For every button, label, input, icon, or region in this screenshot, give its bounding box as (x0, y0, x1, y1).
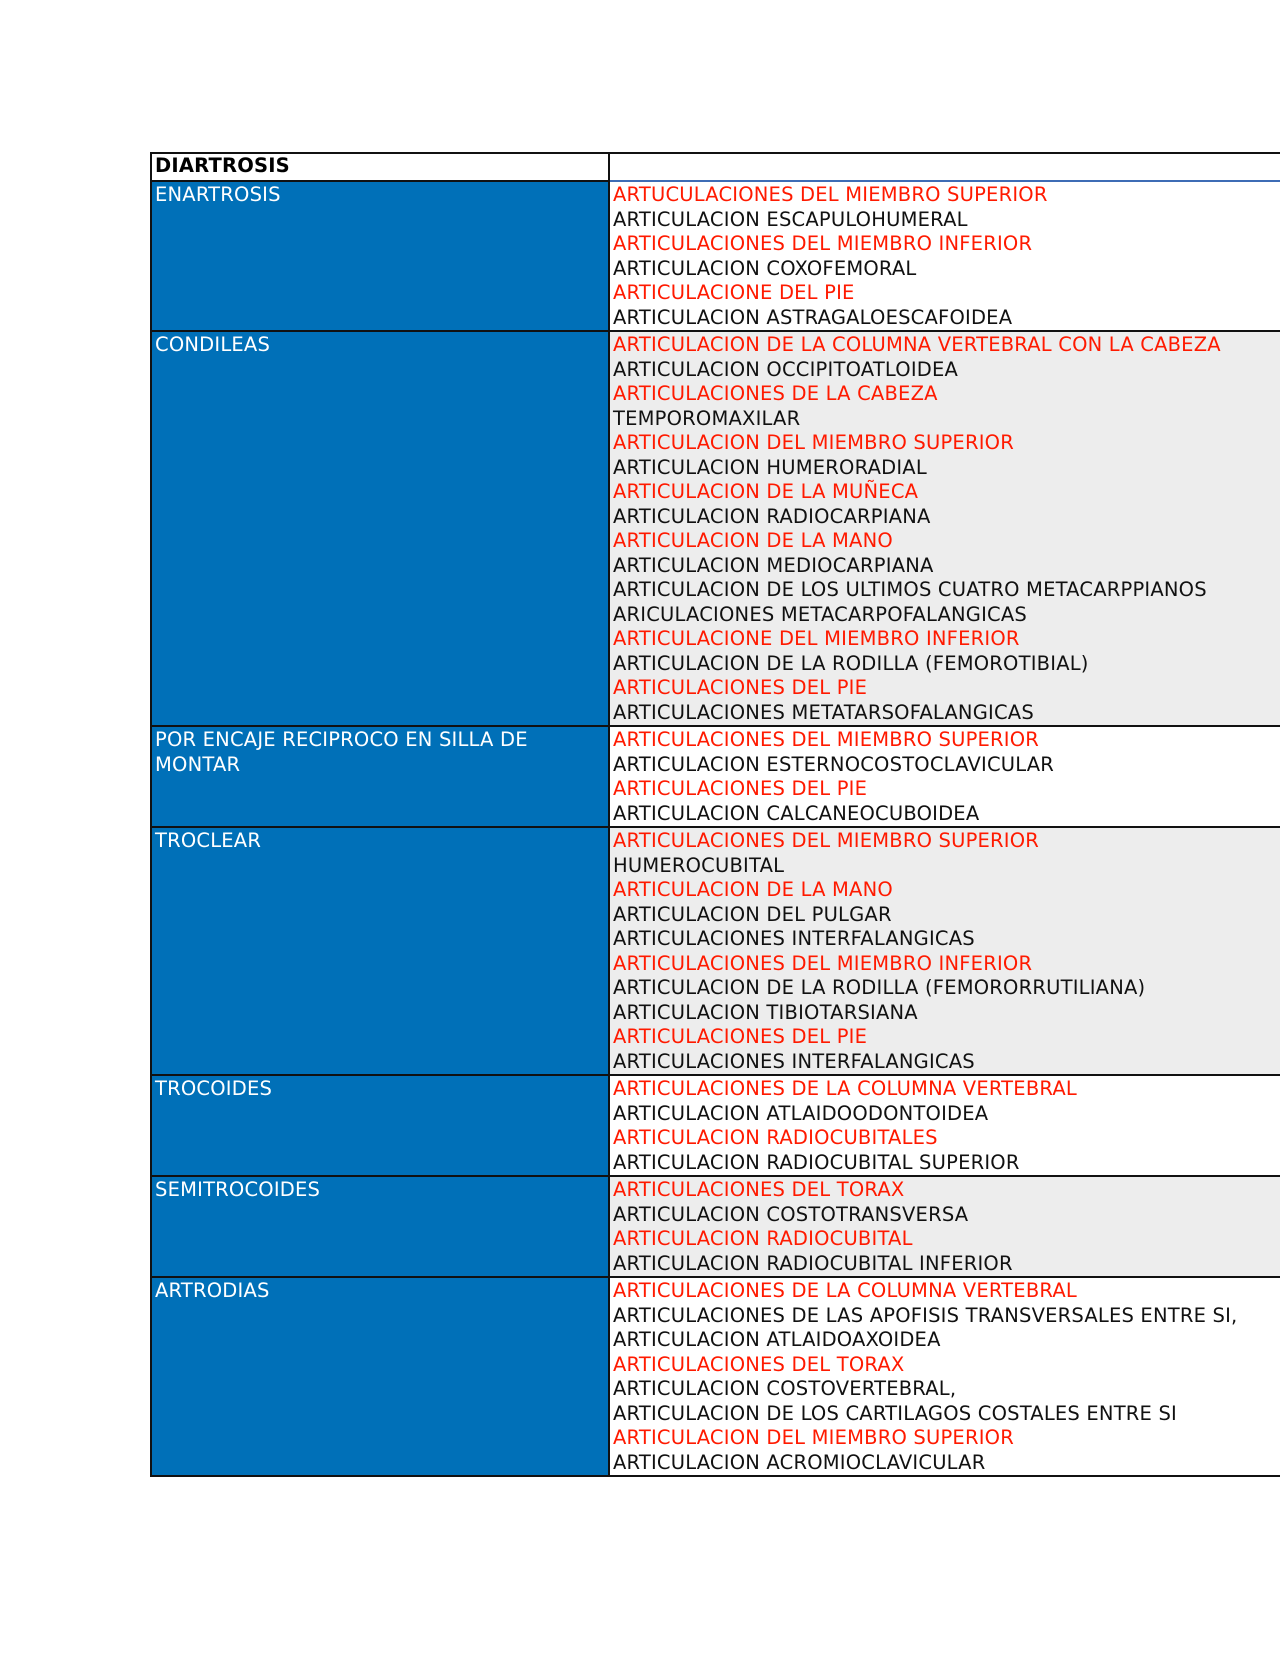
region-heading: ARTICULACION DE LA MANO (613, 529, 893, 552)
table-row (151, 181, 1280, 331)
table-row (151, 726, 1280, 827)
region-heading: ARTICULACIONES DE LA COLUMNA VERTEBRAL (613, 1077, 1077, 1100)
region-heading: ARTICULACIONES DEL MIEMBRO INFERIOR (613, 232, 1033, 255)
header-cell: DIARTROSIS (151, 153, 609, 181)
joint-name: HUMEROCUBITAL (613, 853, 785, 877)
table-row (151, 1277, 1280, 1476)
joint-name: ARTICULACIONES INTERFALANGICAS (613, 1049, 975, 1073)
joints-cell (609, 181, 1280, 331)
region-heading: ARTICULACIONES DEL MIEMBRO SUPERIOR (613, 728, 1040, 751)
joint-name: ARICULACIONES METACARPOFALANGICAS (613, 602, 1027, 626)
region-heading: ARTICULACION DE LA MANO (613, 878, 893, 901)
joint-name: ARTICULACION ESTERNOCOSTOCLAVICULAR (613, 752, 1055, 776)
region-heading: ARTICULACIONE DEL MIEMBRO INFERIOR (613, 627, 1020, 650)
joint-name: ARTICULACION DE LOS CARTILAGOS COSTALES ENTRE SI (613, 1401, 1178, 1425)
category-cell: TROCOIDES (151, 1075, 609, 1176)
table-row (151, 1176, 1280, 1277)
header-cell-empty (609, 153, 1280, 181)
joint-name: ARTICULACION COSTOTRANSVERSA (613, 1202, 969, 1226)
region-heading: ARTICULACIONES DEL TORAX (613, 1178, 905, 1201)
header-row (151, 153, 1280, 181)
joint-name: ARTICULACION RADIOCUBITAL SUPERIOR (613, 1150, 1020, 1174)
joint-name: ARTICULACION DE LA RODILLA (FEMOROTIBIAL) (613, 651, 1089, 675)
category-cell: TROCLEAR (151, 827, 609, 1075)
region-heading: ARTICULACIONES DEL MIEMBRO SUPERIOR (613, 829, 1040, 852)
joint-name: ARTICULACION RADIOCUBITAL INFERIOR (613, 1251, 1013, 1275)
category-cell: ENARTROSIS (151, 181, 609, 331)
region-heading: ARTICULACIONES DE LA CABEZA (613, 382, 938, 405)
region-heading: ARTICULACIONES DEL PIE (613, 676, 868, 699)
joint-name: ARTICULACIONES METATARSOFALANGICAS (613, 700, 1034, 724)
joint-name: ARTICULACION MEDIOCARPIANA (613, 553, 934, 577)
region-heading: ARTICULACIONES DEL PIE (613, 777, 868, 800)
region-heading: ARTICULACIONES DEL PIE (613, 1025, 868, 1048)
joint-name: ARTICULACION DE LOS ULTIMOS CUATRO METACARPPIANOS (613, 578, 1207, 601)
category-cell: CONDILEAS (151, 331, 609, 726)
table-row (151, 331, 1280, 726)
joints-cell (609, 726, 1280, 827)
joint-name: ARTICULACION COXOFEMORAL (613, 256, 917, 280)
joint-name: TEMPOROMAXILAR (613, 406, 801, 430)
joints-cell (609, 1277, 1280, 1476)
region-heading: ARTICULACION DE LA MUÑECA (613, 480, 919, 503)
joint-name: ARTICULACION CALCANEOCUBOIDEA (613, 801, 980, 825)
region-heading: ARTICULACION DEL MIEMBRO SUPERIOR (613, 431, 1014, 454)
region-heading: ARTICULACION DEL MIEMBRO SUPERIOR (613, 1426, 1014, 1449)
joint-name: ARTICULACION ATLAIDOODONTOIDEA (613, 1101, 989, 1125)
joint-name: ARTICULACION HUMERORADIAL (613, 455, 927, 479)
joints-cell (609, 331, 1280, 726)
spreadsheet-page (150, 152, 1280, 1477)
joint-name: ARTICULACION COSTOVERTEBRAL, (613, 1377, 957, 1400)
category-cell: SEMITROCOIDES (151, 1176, 609, 1277)
joints-cell (609, 827, 1280, 1075)
joints-cell (609, 1075, 1280, 1176)
region-heading: ARTICULACIONES DEL TORAX (613, 1352, 905, 1376)
region-heading: ARTUCULACIONES DEL MIEMBRO SUPERIOR (613, 183, 1048, 206)
region-heading: ARTICULACION RADIOCUBITALES (613, 1126, 938, 1149)
category-cell: ARTRODIAS (151, 1277, 609, 1476)
joint-name: ARTICULACION OCCIPITOATLOIDEA (613, 357, 959, 381)
table-row (151, 1075, 1280, 1176)
joint-name: ARTICULACION DEL PULGAR (613, 902, 892, 926)
region-heading: ARTICULACIONES DEL MIEMBRO INFERIOR (613, 951, 1033, 975)
joint-name: ARTICULACIONES INTERFALANGICAS (613, 927, 975, 950)
joints-cell (609, 1176, 1280, 1277)
table-body (151, 153, 1280, 1476)
joint-name: ARTICULACIONES DE LAS APOFISIS TRANSVERSALES ENTRE SI, (613, 1303, 1238, 1327)
diartrosis-table (150, 152, 1280, 1477)
joint-name: ARTICULACION DE LA RODILLA (FEMORORRUTILIANA) (613, 976, 1146, 999)
joint-name: ARTICULACION ATLAIDOAXOIDEA (613, 1328, 941, 1351)
region-heading: ARTICULACIONE DEL PIE (613, 281, 855, 304)
joint-name: ARTICULACION ESCAPULOHUMERAL (613, 207, 968, 231)
table-row (151, 827, 1280, 1075)
region-heading: ARTICULACION DE LA COLUMNA VERTEBRAL CON LA CABEZA (613, 333, 1221, 356)
joint-name: ARTICULACION RADIOCARPIANA (613, 504, 931, 528)
joint-name: ARTICULACION TIBIOTARSIANA (613, 1000, 918, 1024)
region-heading: ARTICULACION RADIOCUBITAL (613, 1227, 913, 1250)
joint-name: ARTICULACION ASTRAGALOESCAFOIDEA (613, 305, 1013, 329)
joint-name: ARTICULACION ACROMIOCLAVICULAR (613, 1450, 986, 1474)
region-heading: ARTICULACIONES DE LA COLUMNA VERTEBRAL (613, 1279, 1077, 1302)
category-cell: POR ENCAJE RECIPROCO EN SILLA DE MONTAR (151, 726, 609, 827)
